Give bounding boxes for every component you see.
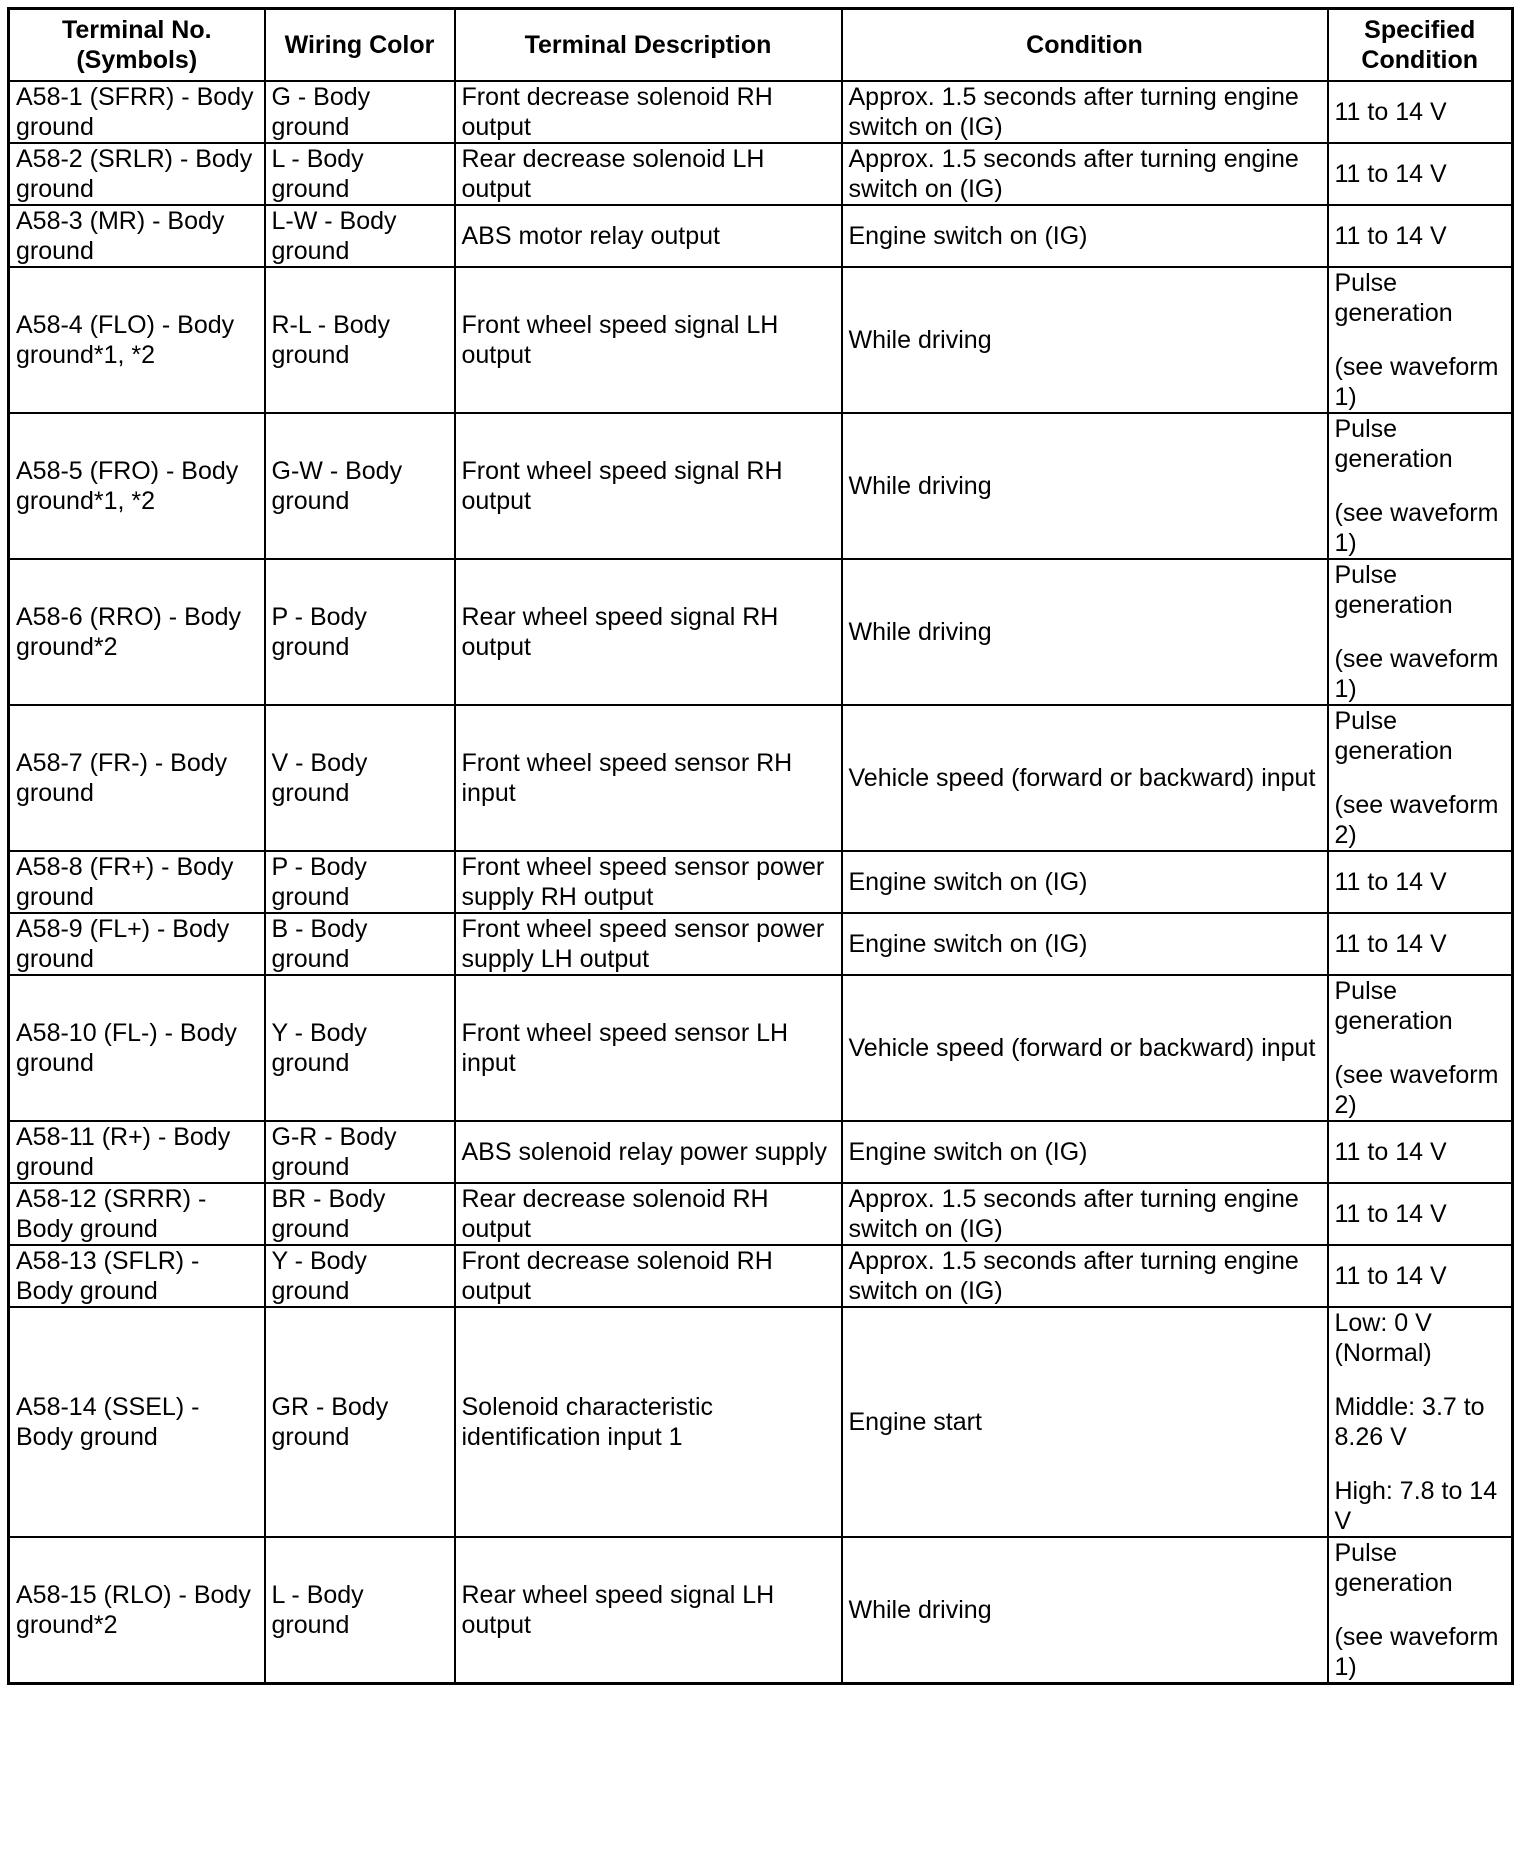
header-terminal-description: Terminal Description	[455, 9, 842, 82]
specified-condition-line: (see waveform 1)	[1334, 1623, 1499, 1681]
terminal-no-cell: A58-13 (SFLR) - Body ground	[9, 1245, 265, 1307]
wiring-color-cell: P - Body ground	[265, 559, 455, 705]
table-row	[9, 205, 1513, 267]
terminal-description-cell: Front wheel speed sensor LH input	[455, 975, 842, 1121]
table-row	[9, 913, 1513, 975]
specified-condition-line: 11 to 14 V	[1334, 930, 1447, 958]
wiring-color-cell: V - Body ground	[265, 705, 455, 851]
table-row	[9, 1307, 1513, 1537]
wiring-color-cell: Y - Body ground	[265, 1245, 455, 1307]
specified-condition-line: Pulse generation	[1334, 1539, 1453, 1597]
specified-condition-line: Pulse generation	[1334, 561, 1453, 619]
terminal-no-cell: A58-7 (FR-) - Body ground	[9, 705, 265, 851]
specified-condition-cell	[1328, 975, 1513, 1121]
specified-condition-line: Pulse generation	[1334, 977, 1453, 1035]
specified-condition-line: 11 to 14 V	[1334, 1200, 1447, 1228]
specified-condition-cell	[1328, 267, 1513, 413]
table-row	[9, 705, 1513, 851]
condition-cell: Engine start	[842, 1307, 1328, 1537]
terminal-no-cell: A58-10 (FL-) - Body ground	[9, 975, 265, 1121]
terminal-description-cell: Solenoid characteristic identification input 1	[455, 1307, 842, 1537]
condition-cell: While driving	[842, 413, 1328, 559]
terminal-no-cell: A58-9 (FL+) - Body ground	[9, 913, 265, 975]
specified-condition-line: Middle: 3.7 to 8.26 V	[1334, 1393, 1485, 1451]
specified-condition-line: Pulse generation	[1334, 707, 1453, 765]
terminal-no-cell: A58-3 (MR) - Body ground	[9, 205, 265, 267]
specified-condition-cell	[1328, 81, 1513, 143]
terminal-no-cell: A58-6 (RRO) - Body ground*2	[9, 559, 265, 705]
condition-cell: Vehicle speed (forward or backward) input	[842, 705, 1328, 851]
specified-condition-line: 11 to 14 V	[1334, 98, 1447, 126]
condition-cell: Approx. 1.5 seconds after turning engine switch on (IG)	[842, 81, 1328, 143]
terminal-description-cell: Front wheel speed signal RH output	[455, 413, 842, 559]
wiring-color-cell: P - Body ground	[265, 851, 455, 913]
specified-condition-line: Low: 0 V (Normal)	[1334, 1309, 1432, 1367]
header-condition: Condition	[842, 9, 1328, 82]
table-row	[9, 975, 1513, 1121]
wiring-color-cell: R-L - Body ground	[265, 267, 455, 413]
condition-cell: Approx. 1.5 seconds after turning engine switch on (IG)	[842, 143, 1328, 205]
table-row	[9, 1183, 1513, 1245]
wiring-color-cell: Y - Body ground	[265, 975, 455, 1121]
condition-cell: Approx. 1.5 seconds after turning engine switch on (IG)	[842, 1245, 1328, 1307]
specified-condition-cell	[1328, 705, 1513, 851]
specified-condition-line: (see waveform 1)	[1334, 645, 1499, 703]
terminal-no-cell: A58-1 (SFRR) - Body ground	[9, 81, 265, 143]
specified-condition-line: 11 to 14 V	[1334, 868, 1447, 896]
table-row	[9, 81, 1513, 143]
specified-condition-cell	[1328, 1183, 1513, 1245]
table-row	[9, 851, 1513, 913]
header-specified-condition: Specified Condition	[1328, 9, 1513, 82]
specified-condition-cell	[1328, 913, 1513, 975]
condition-cell: While driving	[842, 267, 1328, 413]
terminal-description-cell: Front wheel speed sensor power supply LH output	[455, 913, 842, 975]
terminal-no-cell: A58-2 (SRLR) - Body ground	[9, 143, 265, 205]
condition-cell: While driving	[842, 1537, 1328, 1684]
terminal-description-cell: Front wheel speed sensor power supply RH output	[455, 851, 842, 913]
specified-condition-line: (see waveform 2)	[1334, 1061, 1499, 1119]
specified-condition-cell	[1328, 1245, 1513, 1307]
specified-condition-line: Pulse generation	[1334, 415, 1453, 473]
terminal-no-cell: A58-12 (SRRR) - Body ground	[9, 1183, 265, 1245]
table-row	[9, 143, 1513, 205]
specified-condition-line: 11 to 14 V	[1334, 1138, 1447, 1166]
wiring-color-cell: G-R - Body ground	[265, 1121, 455, 1183]
wiring-color-cell: BR - Body ground	[265, 1183, 455, 1245]
terminal-description-cell: Front decrease solenoid RH output	[455, 81, 842, 143]
specified-condition-line: Pulse generation	[1334, 269, 1453, 327]
condition-cell: Approx. 1.5 seconds after turning engine switch on (IG)	[842, 1183, 1328, 1245]
specified-condition-line: 11 to 14 V	[1334, 1262, 1447, 1290]
terminal-no-cell: A58-14 (SSEL) - Body ground	[9, 1307, 265, 1537]
specified-condition-cell	[1328, 1121, 1513, 1183]
table-row	[9, 267, 1513, 413]
wiring-color-cell: B - Body ground	[265, 913, 455, 975]
terminal-description-cell: Rear wheel speed signal LH output	[455, 1537, 842, 1684]
specified-condition-cell	[1328, 1307, 1513, 1537]
condition-cell: Vehicle speed (forward or backward) input	[842, 975, 1328, 1121]
terminal-description-cell: Rear decrease solenoid RH output	[455, 1183, 842, 1245]
table-row	[9, 1537, 1513, 1684]
terminal-no-cell: A58-15 (RLO) - Body ground*2	[9, 1537, 265, 1684]
wiring-color-cell: L - Body ground	[265, 143, 455, 205]
specified-condition-line: (see waveform 1)	[1334, 499, 1499, 557]
specified-condition-cell	[1328, 413, 1513, 559]
terminal-no-cell: A58-4 (FLO) - Body ground*1, *2	[9, 267, 265, 413]
header-row	[9, 9, 1513, 82]
terminal-description-cell: Rear decrease solenoid LH output	[455, 143, 842, 205]
specified-condition-cell	[1328, 205, 1513, 267]
specified-condition-cell	[1328, 559, 1513, 705]
terminal-description-cell: ABS motor relay output	[455, 205, 842, 267]
table-row	[9, 1121, 1513, 1183]
wiring-color-cell: G-W - Body ground	[265, 413, 455, 559]
condition-cell: Engine switch on (IG)	[842, 851, 1328, 913]
specified-condition-line: 11 to 14 V	[1334, 222, 1447, 250]
wiring-color-cell: G - Body ground	[265, 81, 455, 143]
table-row	[9, 1245, 1513, 1307]
header-terminal-no: Terminal No. (Symbols)	[9, 9, 265, 82]
wiring-color-cell: L - Body ground	[265, 1537, 455, 1684]
header-wiring-color: Wiring Color	[265, 9, 455, 82]
terminal-description-cell: Front decrease solenoid RH output	[455, 1245, 842, 1307]
terminal-no-cell: A58-11 (R+) - Body ground	[9, 1121, 265, 1183]
terminal-description-cell: ABS solenoid relay power supply	[455, 1121, 842, 1183]
terminal-no-cell: A58-8 (FR+) - Body ground	[9, 851, 265, 913]
specified-condition-line: (see waveform 2)	[1334, 791, 1499, 849]
specified-condition-cell	[1328, 1537, 1513, 1684]
table-row	[9, 559, 1513, 705]
condition-cell: Engine switch on (IG)	[842, 205, 1328, 267]
table-row	[9, 413, 1513, 559]
specified-condition-cell	[1328, 143, 1513, 205]
specified-condition-line: (see waveform 1)	[1334, 353, 1499, 411]
specified-condition-line: High: 7.8 to 14 V	[1334, 1477, 1498, 1535]
table-body	[9, 81, 1513, 1684]
condition-cell: Engine switch on (IG)	[842, 913, 1328, 975]
terminal-description-cell: Rear wheel speed signal RH output	[455, 559, 842, 705]
terminal-description-cell: Front wheel speed signal LH output	[455, 267, 842, 413]
condition-cell: Engine switch on (IG)	[842, 1121, 1328, 1183]
specified-condition-cell	[1328, 851, 1513, 913]
condition-cell: While driving	[842, 559, 1328, 705]
terminal-description-cell: Front wheel speed sensor RH input	[455, 705, 842, 851]
terminal-no-cell: A58-5 (FRO) - Body ground*1, *2	[9, 413, 265, 559]
wiring-color-cell: L-W - Body ground	[265, 205, 455, 267]
terminal-table	[7, 7, 1514, 1685]
wiring-color-cell: GR - Body ground	[265, 1307, 455, 1537]
specified-condition-line: 11 to 14 V	[1334, 160, 1447, 188]
